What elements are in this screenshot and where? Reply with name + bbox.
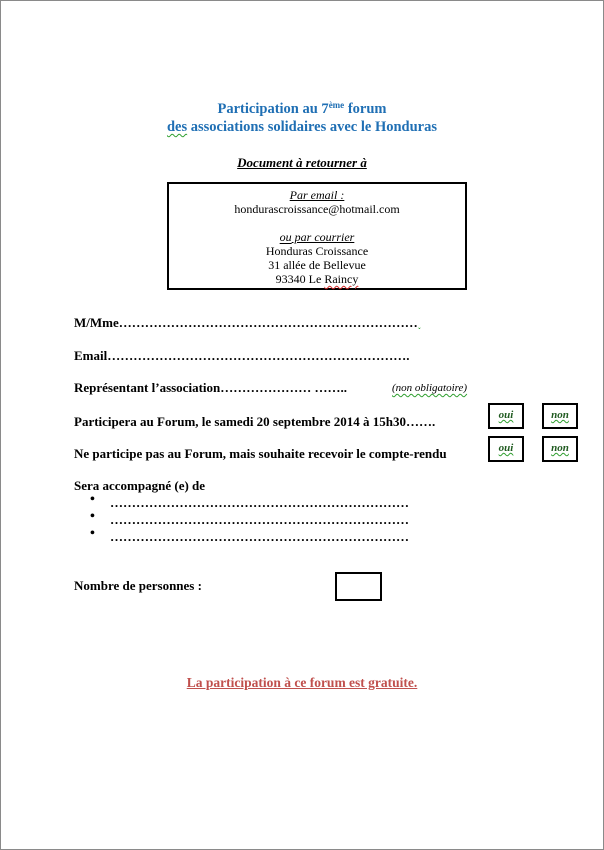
free-participation-note: La participation à ce forum est gratuite. xyxy=(186,675,418,690)
attend-no-box[interactable]: non xyxy=(542,403,578,429)
title-line-1: Participation au 7ème forum xyxy=(217,100,387,117)
companions-label: Sera accompagné (e) de xyxy=(74,478,206,493)
mail-label: ou par courrier xyxy=(279,230,355,244)
companion-line[interactable]: …………………………………………………………… xyxy=(110,529,409,544)
grammar-check-icon: ˯ xyxy=(417,319,422,330)
email-line[interactable]: Email……………………………………………………………. xyxy=(74,348,410,363)
attend-line: Participera au Forum, le samedi 20 septembre 2014 à 15h30……. xyxy=(74,414,436,429)
companion-line[interactable]: …………………………………………………………… xyxy=(110,495,409,510)
name-line[interactable]: M/Mme……………………………………………………………˯ xyxy=(74,315,422,330)
email-address[interactable]: hondurascroissance@hotmail.com xyxy=(234,202,400,216)
count-label: Nombre de personnes : xyxy=(74,578,202,593)
report-no-box[interactable]: non xyxy=(542,436,578,462)
companion-line[interactable]: …………………………………………………………… xyxy=(110,512,409,527)
postal-city: 93340 Le Raincy xyxy=(275,272,359,286)
org-name: Honduras Croissance xyxy=(265,244,369,258)
count-input-box[interactable] xyxy=(335,572,382,601)
address-box xyxy=(167,182,467,290)
street-address: 31 allée de Bellevue xyxy=(268,258,366,272)
report-yes-box[interactable]: oui xyxy=(488,436,524,462)
return-label: Document à retourner à xyxy=(237,155,367,170)
representative-note: (non obligatoire) xyxy=(392,382,468,394)
email-label: Par email : xyxy=(289,188,345,202)
bullet: • xyxy=(90,526,95,541)
not-attend-line: Ne participe pas au Forum, mais souhaite recevoir le compte-rendu xyxy=(74,446,447,461)
representative-line[interactable]: Représentant l’association………………… …….. xyxy=(74,380,347,395)
bullet: • xyxy=(90,509,95,524)
attend-yes-box[interactable]: oui xyxy=(488,403,524,429)
title-line-2: des associations solidaires avec le Honduras xyxy=(166,119,438,135)
bullet: • xyxy=(90,492,95,507)
